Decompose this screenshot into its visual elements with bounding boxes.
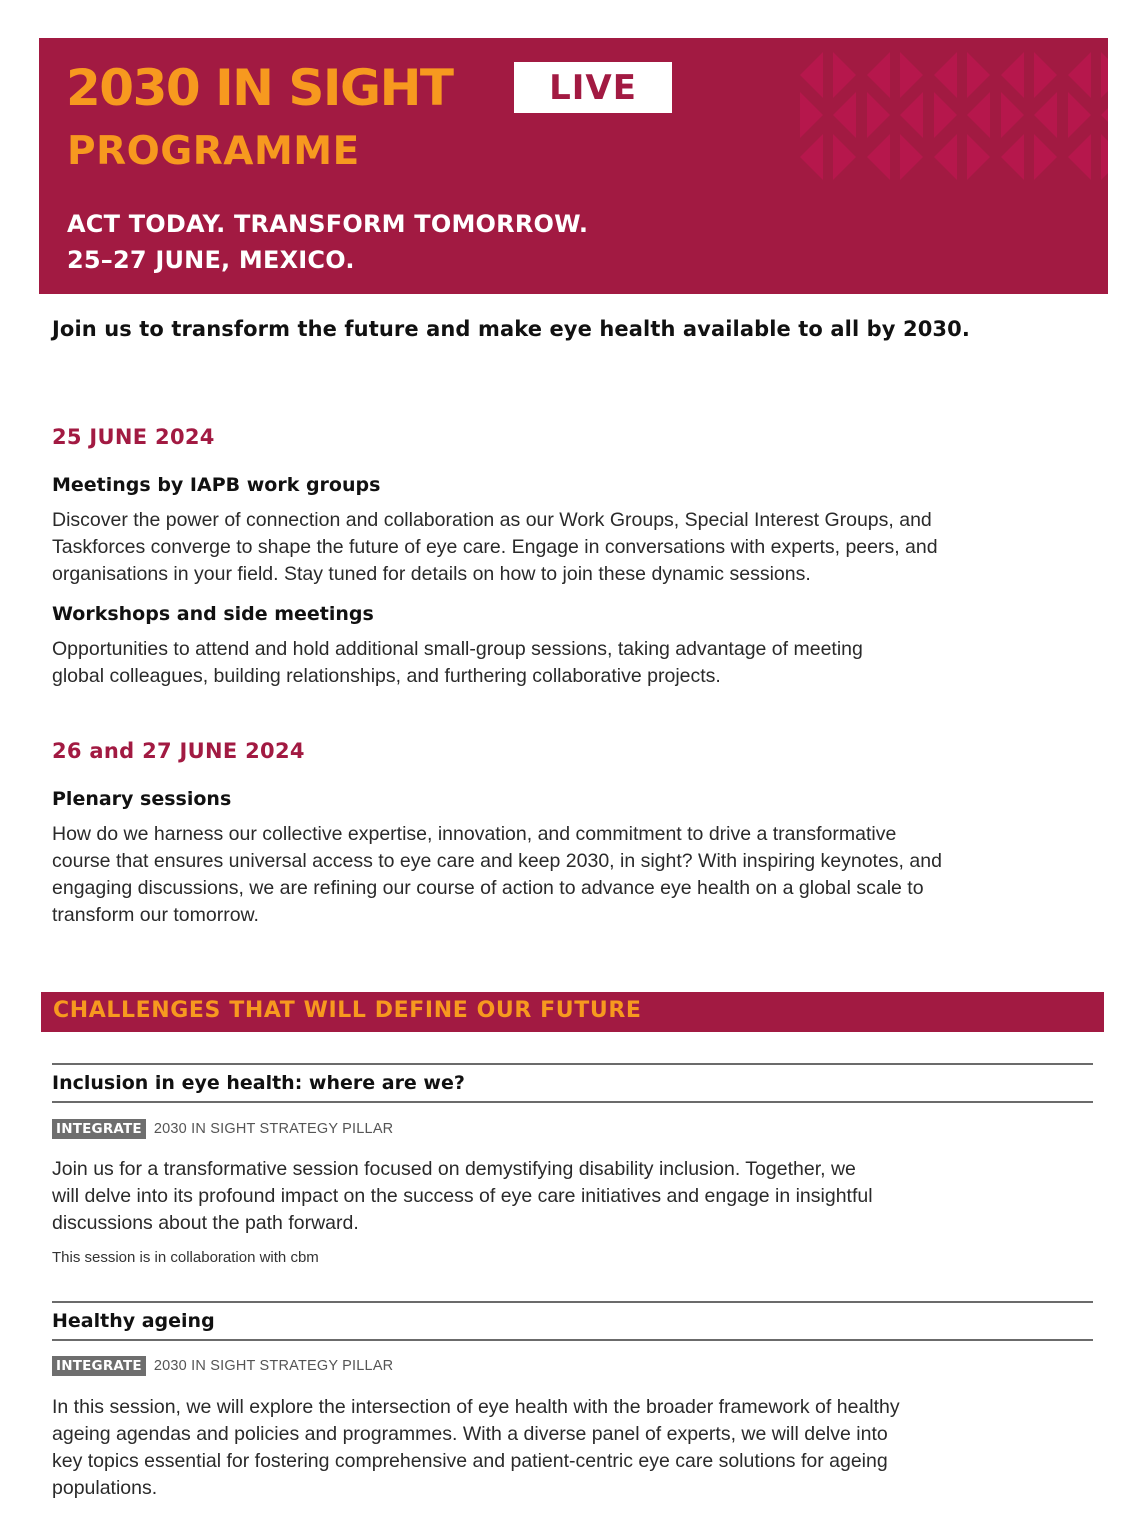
collaboration-note: This session is in collaboration with cbm (52, 1249, 319, 1266)
challenges-heading: CHALLENGES THAT WILL DEFINE OUR FUTURE (53, 998, 642, 1023)
pattern-triangle (800, 92, 823, 138)
tagline-line-2: 25–27 JUNE, MEXICO. (67, 246, 355, 274)
programme-banner (39, 38, 1108, 294)
pattern-triangle (900, 134, 923, 180)
pattern-triangle (800, 134, 823, 180)
tagline-line-1: ACT TODAY. TRANSFORM TOMORROW. (67, 210, 589, 238)
pattern-triangle (867, 52, 890, 98)
pattern-triangle (934, 134, 957, 180)
pattern-triangle (1068, 92, 1091, 138)
pattern-triangle (1101, 134, 1108, 180)
strategy-pillar (52, 1356, 393, 1376)
pattern-triangle (833, 92, 856, 138)
banner-tagline (67, 206, 588, 278)
pattern-triangle (833, 134, 856, 180)
pattern-triangle (934, 92, 957, 138)
banner-subtitle: PROGRAMME (67, 129, 360, 174)
text-line: Join us for a transformative session focused on demystifying disability inclusion. Together, we (52, 1158, 856, 1180)
session-description (52, 507, 1102, 588)
text-line: transform our tomorrow. (52, 904, 259, 926)
text-line: Taskforces converge to shape the future of eye care. Engage in conversations with experts, peers, and (52, 536, 938, 558)
pattern-triangle (1034, 52, 1057, 98)
text-line: populations. (52, 1477, 158, 1499)
text-line: Opportunities to attend and hold additional small-group sessions, taking advantage of meeting (52, 638, 863, 660)
challenge-session-description (52, 1156, 1102, 1237)
challenge-session-title: Healthy ageing (52, 1310, 215, 1332)
banner-title-row (66, 58, 453, 118)
pattern-triangle (900, 92, 923, 138)
divider (52, 1101, 1093, 1103)
text-line: course that ensures universal access to eye care and keep 2030, in sight? With inspiring keynotes, and (52, 850, 942, 872)
live-label: LIVE (549, 67, 637, 108)
day-heading: 25 JUNE 2024 (52, 425, 215, 449)
text-line: engaging discussions, we are refining our course of action to advance eye health on a global scale to (52, 877, 924, 899)
pillar-badge: INTEGRATE (52, 1119, 146, 1139)
banner-title: 2030 IN SIGHT (66, 59, 453, 117)
divider (52, 1301, 1093, 1303)
challenge-session-title: Inclusion in eye health: where are we? (52, 1072, 465, 1094)
day-heading: 26 and 27 JUNE 2024 (52, 739, 305, 763)
intro-statement: Join us to transform the future and make eye health available to all by 2030. (52, 317, 970, 341)
text-line: discussions about the path forward. (52, 1212, 359, 1234)
text-line: will delve into its profound impact on the success of eye care initiatives and engage in insightful (52, 1185, 873, 1207)
pattern-triangle (1001, 134, 1024, 180)
pattern-triangle (1001, 52, 1024, 98)
pattern-triangle (967, 134, 990, 180)
challenge-session-description (52, 1394, 1102, 1502)
pattern-triangle (1034, 92, 1057, 138)
text-line: ageing agendas and policies and programmes. With a diverse panel of experts, we will delve into (52, 1423, 888, 1445)
pattern-triangle (800, 52, 823, 98)
text-line: organisations in your field. Stay tuned for details on how to join these dynamic sessions. (52, 563, 811, 585)
pattern-triangle (1068, 134, 1091, 180)
pattern-triangle (1101, 52, 1108, 98)
pattern-triangle (967, 52, 990, 98)
session-heading: Plenary sessions (52, 788, 232, 810)
text-line: Discover the power of connection and collaboration as our Work Groups, Special Interest Groups, and (52, 509, 932, 531)
text-line: global colleagues, building relationships, and furthering collaborative projects. (52, 665, 721, 687)
pattern-triangle (1101, 92, 1108, 138)
pillar-label: 2030 IN SIGHT STRATEGY PILLAR (153, 1358, 394, 1374)
pattern-triangle (833, 52, 856, 98)
pillar-badge: INTEGRATE (52, 1356, 146, 1376)
pattern-triangle (967, 92, 990, 138)
strategy-pillar (52, 1119, 393, 1139)
pattern-triangle (900, 52, 923, 98)
live-badge (514, 62, 672, 113)
challenges-section-header (41, 992, 1104, 1032)
text-line: How do we harness our collective expertise, innovation, and commitment to drive a transformative (52, 823, 897, 845)
session-description (52, 636, 1102, 690)
divider (52, 1063, 1093, 1065)
text-line: key topics essential for fostering comprehensive and patient-centric eye care solutions for ageing (52, 1450, 888, 1472)
pattern-triangle (867, 134, 890, 180)
pattern-triangle (867, 92, 890, 138)
pattern-triangle (1068, 52, 1091, 98)
pattern-triangle (1001, 92, 1024, 138)
session-heading: Workshops and side meetings (52, 603, 374, 625)
pillar-label: 2030 IN SIGHT STRATEGY PILLAR (153, 1121, 394, 1137)
divider (52, 1339, 1093, 1341)
pattern-triangle (934, 52, 957, 98)
session-description (52, 821, 1102, 929)
pattern-triangle (1034, 134, 1057, 180)
session-heading: Meetings by IAPB work groups (52, 474, 381, 496)
text-line: In this session, we will explore the intersection of eye health with the broader framework of healthy (52, 1396, 900, 1418)
